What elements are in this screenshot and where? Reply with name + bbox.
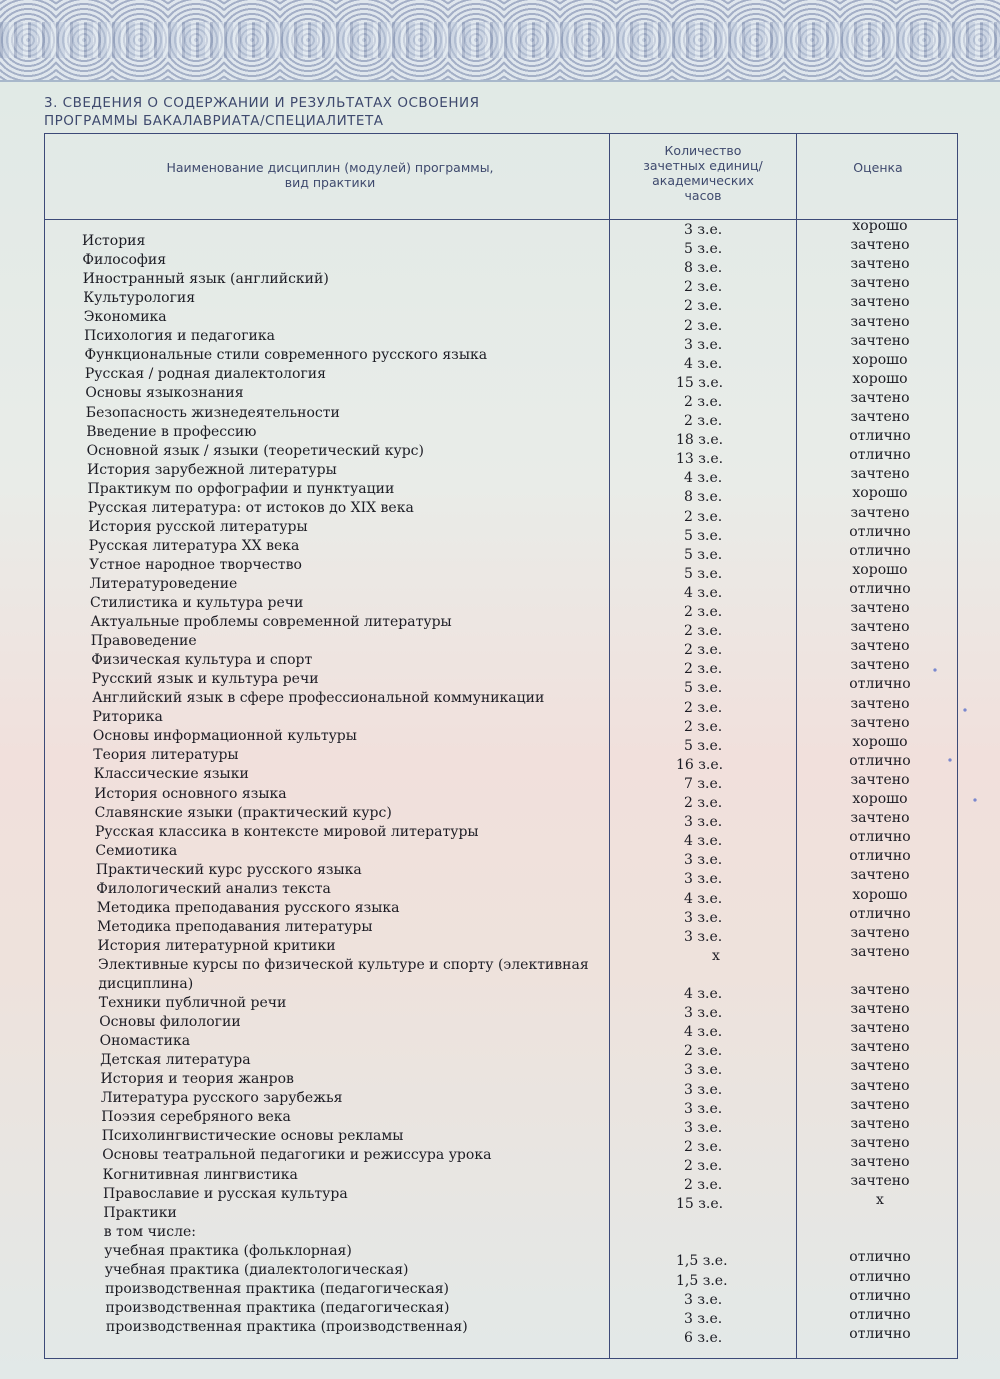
credits-value: 2 з.е. [684, 1157, 723, 1174]
grade-value: зачтено [850, 275, 910, 292]
discipline-name: учебная практика (фольклорная) [104, 1242, 352, 1259]
credits-value: 2 з.е. [684, 1177, 723, 1193]
discipline-name: Основы информационной культуры [92, 728, 357, 745]
section-title-line2: ПРОГРАММЫ БАКАЛАВРИАТА/СПЕЦИАЛИТЕТА [44, 113, 384, 129]
credits-value: 4 з.е. [684, 584, 723, 601]
discipline-name: производственная практика (педагогическая) [105, 1299, 450, 1316]
discipline-name: Риторика [92, 709, 163, 726]
discipline-name: Русская / родная диалектология [84, 366, 326, 383]
header-credits-line4: часов [684, 188, 722, 203]
grade-value: зачтено [850, 600, 910, 616]
credits-value: 3 з.е. [684, 814, 723, 831]
grade-value: зачтено [850, 1134, 910, 1151]
grade-value: зачтено [850, 1020, 910, 1037]
discipline-name: Ономастика [99, 1033, 191, 1050]
grade-value: хорошо [852, 218, 908, 234]
discipline-name: Элективные курсы по физической культуре и спорту (элективная [98, 956, 589, 973]
grade-value: х [876, 1192, 884, 1209]
credits-value: 18 з.е. [676, 432, 724, 449]
discipline-name: Русский язык и культура речи [91, 671, 319, 688]
discipline-name: Практический курс русского языка [95, 861, 362, 878]
credits-value: 2 з.е. [684, 298, 723, 315]
grade-value: зачтено [850, 867, 910, 884]
credits-value: 3 з.е. [684, 1100, 723, 1117]
discipline-name: История и теория жанров [100, 1071, 294, 1088]
credits-value: 2 з.е. [684, 642, 723, 659]
discipline-name: Экономика [83, 309, 167, 326]
credits-value: 2 з.е. [684, 623, 723, 640]
discipline-name: Когнитивная лингвистика [102, 1166, 298, 1183]
discipline-name: Теория литературы [93, 747, 239, 764]
discipline-name: Основы филологии [99, 1014, 241, 1031]
credits-value: 2 з.е. [684, 604, 723, 620]
grade-value: отлично [849, 905, 911, 922]
discipline-name: Практикум по орфографии и пунктуации [87, 480, 395, 497]
discipline-name: Поэзия серебряного века [101, 1109, 291, 1126]
discipline-name: Русская классика в контексте мировой литературы [95, 823, 479, 840]
discipline-name: учебная практика (диалектологическая) [104, 1261, 409, 1278]
grade-value: зачтено [850, 1096, 910, 1113]
discipline-name: Иностранный язык (английский) [82, 271, 329, 288]
credits-value: 5 з.е. [684, 565, 723, 582]
credits-value: 3 з.е. [684, 1310, 723, 1327]
grade-value: отлично [849, 1306, 911, 1323]
header-credits-line2: зачетных единиц/ [643, 158, 763, 173]
discipline-name: Классические языки [93, 766, 249, 783]
grade-value: зачтено [850, 1173, 910, 1189]
credits-value: 3 з.е. [684, 928, 723, 945]
credits-value: 2 з.е. [684, 508, 723, 525]
credits-value: 4 з.е. [684, 986, 723, 1002]
credits-value: 3 з.е. [684, 1062, 723, 1079]
credits-value: 7 з.е. [684, 775, 723, 792]
credits-value: 2 з.е. [684, 393, 723, 410]
grade-value: зачтено [850, 771, 910, 788]
section-title-line1: 3. СВЕДЕНИЯ О СОДЕРЖАНИИ И РЕЗУЛЬТАТАХ ОСВОЕНИЯ [44, 95, 480, 111]
header-credits-line1: Количество [664, 143, 742, 158]
grade-value: отлично [849, 523, 911, 540]
grade-value: отлично [849, 542, 911, 559]
grade-value: зачтено [850, 1115, 910, 1132]
credits-value: 16 з.е. [676, 756, 724, 773]
credits-value: 8 з.е. [684, 260, 723, 277]
discipline-name: Функциональные стили современного русского языка [84, 347, 488, 364]
credits-value: 4 з.е. [684, 890, 723, 907]
grade-value: зачтено [850, 1058, 910, 1075]
credits-value: 3 з.е. [684, 1005, 723, 1022]
grade-value: хорошо [852, 351, 908, 368]
grade-value: зачтено [850, 294, 910, 311]
grade-value: хорошо [852, 791, 908, 807]
discipline-name: Актуальные проблемы современной литературы [90, 614, 452, 630]
credits-value: 4 з.е. [684, 1024, 723, 1041]
discipline-name: История русской литературы [88, 518, 308, 535]
grade-value: отлично [849, 428, 911, 445]
discipline-name: Методика преподавания литературы [97, 918, 373, 935]
credits-value: х [712, 947, 720, 964]
discipline-name: История зарубежной литературы [87, 461, 337, 478]
discipline-name: Безопасность жизнедеятельности [85, 404, 340, 421]
discipline-name: Психолингвистические основы рекламы [101, 1128, 404, 1145]
credits-value: 2 з.е. [684, 718, 723, 735]
discipline-name: Славянские языки (практический курс) [94, 804, 392, 821]
discipline-name: Методика преподавания русского языка [96, 899, 400, 916]
credits-value: 4 з.е. [684, 833, 723, 850]
discipline-name: Православие и русская культура [103, 1185, 348, 1202]
grade-value: зачтено [850, 256, 910, 273]
credits-value: 2 з.е. [684, 317, 723, 334]
grade-value: зачтено [850, 924, 910, 941]
credits-value: 3 з.е. [684, 336, 723, 353]
grade-value: зачтено [850, 237, 910, 254]
credits-value: 2 з.е. [684, 279, 723, 296]
grade-value: отлично [849, 848, 911, 865]
grade-value: отлично [849, 447, 911, 464]
grade-value: зачтено [850, 619, 910, 636]
credits-value: 15 з.е. [676, 374, 724, 391]
grade-value: отлично [849, 676, 911, 693]
grade-value: зачтено [850, 714, 910, 731]
credits-value: 5 з.е. [684, 241, 723, 258]
header-discipline-line1: Наименование дисциплин (модулей) программы, [166, 160, 494, 175]
credits-value: 2 з.е. [684, 413, 723, 429]
credits-value: 8 з.е. [684, 489, 723, 506]
credits-value: 4 з.е. [684, 355, 723, 372]
discipline-name: Техники публичной речи [98, 995, 287, 1011]
credits-value: 5 з.е. [684, 527, 723, 544]
grade-value: отлично [849, 1287, 911, 1304]
grade-value: отлично [849, 829, 911, 846]
grade-value: отлично [849, 1325, 911, 1342]
grade-value: хорошо [852, 561, 908, 578]
header-discipline-line2: вид практики [284, 175, 376, 190]
grade-value: хорошо [852, 733, 908, 750]
discipline-name: Русская литература: от истоков до XIX века [87, 499, 414, 516]
credits-value: 5 з.е. [684, 680, 723, 697]
credits-value: 3 з.е. [684, 871, 723, 888]
grade-value: отлично [849, 752, 911, 769]
grade-value: зачтено [850, 332, 910, 349]
credits-value: 5 з.е. [684, 546, 723, 563]
discipline-name: Детская литература [100, 1052, 251, 1069]
credits-value: 3 з.е. [684, 222, 723, 238]
grade-value: зачтено [850, 504, 910, 521]
grade-value: зачтено [850, 389, 910, 406]
grade-value: зачтено [850, 695, 910, 712]
credits-value: 3 з.е. [684, 1291, 723, 1308]
discipline-name: Устное народное творчество [89, 556, 302, 573]
discipline-name: Стилистика и культура речи [90, 595, 304, 611]
discipline-name: История литературной критики [97, 937, 336, 954]
discipline-name: История [82, 233, 146, 249]
grade-value: хорошо [852, 370, 908, 387]
discipline-name: Психология и педагогика [84, 328, 275, 345]
grade-value: зачтено [850, 638, 910, 655]
discipline-name: Физическая культура и спорт [91, 652, 313, 669]
discipline-name: Практики [103, 1204, 177, 1221]
discipline-name: в том числе: [103, 1223, 196, 1240]
credits-value: 3 з.е. [684, 852, 723, 869]
credits-value: 3 з.е. [684, 1119, 723, 1136]
credits-value: 2 з.е. [684, 795, 723, 811]
grade-value: зачтено [850, 1001, 910, 1018]
discipline-name: Введение в профессию [86, 423, 257, 440]
credits-value: 2 з.е. [684, 1043, 723, 1060]
grade-value: хорошо [852, 485, 908, 502]
credits-value: 13 з.е. [676, 451, 724, 468]
credits-value: 3 з.е. [684, 1081, 723, 1098]
credits-value: 6 з.е. [684, 1329, 723, 1346]
discipline-name: Английский язык в сфере профессиональной коммуникации [92, 690, 545, 707]
grade-value: зачтено [850, 466, 910, 483]
credits-value: 2 з.е. [684, 699, 723, 716]
discipline-name: Литература русского зарубежья [100, 1090, 343, 1107]
grade-value: зачтено [850, 943, 910, 960]
grade-value: зачтено [850, 313, 910, 330]
grade-value: зачтено [850, 1077, 910, 1094]
discipline-name: Культурология [83, 290, 196, 307]
discipline-name: Основы языкознания [85, 385, 244, 402]
grade-value: зачтено [850, 982, 910, 998]
discipline-name: Основы театральной педагогики и режиссура урока [102, 1147, 492, 1164]
credits-value: 1,5 з.е. [676, 1253, 728, 1270]
header-grade: Оценка [853, 160, 903, 175]
grade-value: отлично [849, 1268, 911, 1285]
discipline-name: производственная практика (производственная) [105, 1318, 468, 1335]
grade-value: хорошо [852, 886, 908, 903]
credits-value: 5 з.е. [684, 737, 723, 754]
credits-value: 4 з.е. [684, 470, 723, 487]
discipline-name-continued: дисциплина) [98, 976, 194, 992]
discipline-name: Основной язык / языки (теоретический курс) [86, 442, 424, 459]
discipline-name: Русская литература XX века [88, 537, 300, 554]
grade-value: отлично [849, 1249, 911, 1266]
discipline-name: История основного языка [94, 785, 287, 802]
discipline-name: производственная практика (педагогическая) [105, 1280, 450, 1297]
grade-value: зачтено [850, 409, 910, 425]
discipline-name: Правоведение [90, 633, 197, 649]
grade-value: отлично [849, 580, 911, 597]
discipline-name: Филологический анализ текста [96, 880, 331, 897]
grade-value: зачтено [850, 1039, 910, 1056]
credits-value: 15 з.е. [676, 1196, 724, 1213]
discipline-name: Семиотика [95, 842, 178, 859]
credits-value: 2 з.е. [684, 1138, 723, 1155]
discipline-name: Философия [82, 252, 167, 269]
grade-value: зачтено [850, 810, 910, 827]
grade-value: зачтено [850, 657, 910, 674]
credits-value: 3 з.е. [684, 909, 723, 926]
grade-value: зачтено [850, 1153, 910, 1170]
header-credits-line3: академических [652, 173, 754, 188]
stamp-dots [925, 650, 985, 820]
discipline-name: Литературоведение [89, 575, 238, 592]
credits-value: 2 з.е. [684, 661, 723, 678]
credits-value: 1,5 з.е. [676, 1272, 728, 1289]
